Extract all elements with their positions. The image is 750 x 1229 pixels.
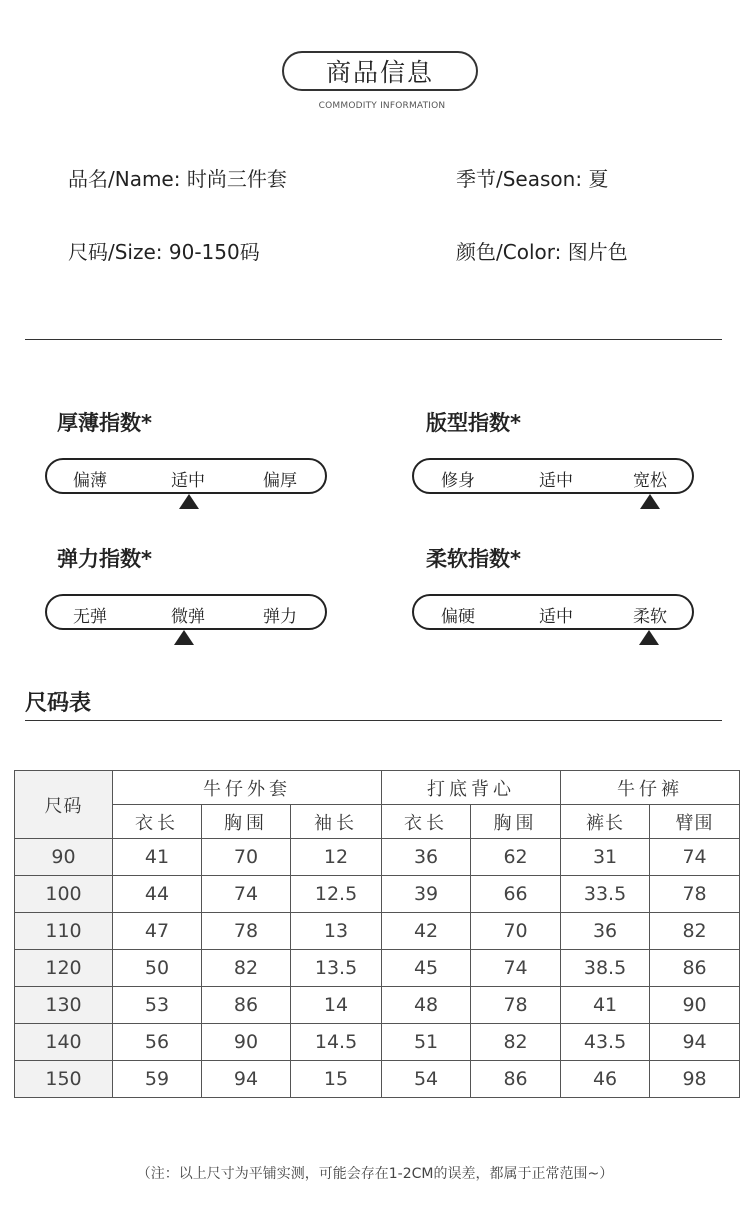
group-header-jacket: 牛仔外套 <box>113 771 382 805</box>
measurement-cell: 94 <box>202 1061 291 1098</box>
table-row <box>15 1024 740 1061</box>
size-chart-title: 尺码表 <box>25 691 92 716</box>
section-subtitle: COMMODITY INFORMATION <box>318 101 446 111</box>
softness-selected-marker-icon <box>639 630 659 645</box>
measurement-cell: 14.5 <box>291 1024 382 1061</box>
measurement-cell: 15 <box>291 1061 382 1098</box>
measurement-cell: 59 <box>113 1061 202 1098</box>
measurement-cell: 53 <box>113 987 202 1024</box>
measurement-cell: 94 <box>650 1024 740 1061</box>
measurement-cell: 70 <box>202 839 291 876</box>
measurement-cell: 86 <box>202 987 291 1024</box>
size-cell: 140 <box>15 1024 113 1061</box>
measurement-cell: 74 <box>650 839 740 876</box>
softness-index-scale <box>412 594 694 630</box>
group-header-jeans: 牛仔裤 <box>561 771 740 805</box>
size-cell: 110 <box>15 913 113 950</box>
table-row <box>15 1061 740 1098</box>
measurement-cell: 14 <box>291 987 382 1024</box>
group-header-vest: 打底背心 <box>382 771 561 805</box>
measurement-cell: 90 <box>202 1024 291 1061</box>
table-row <box>15 950 740 987</box>
measurement-cell: 12 <box>291 839 382 876</box>
table-row <box>15 987 740 1024</box>
measurement-cell: 62 <box>471 839 561 876</box>
measurement-cell: 82 <box>202 950 291 987</box>
thickness-index-title: 厚薄指数* <box>57 411 152 435</box>
measurement-cell: 46 <box>561 1061 650 1098</box>
section-title-badge <box>282 51 478 91</box>
thickness-selected-marker-icon <box>179 494 199 509</box>
size-cell: 90 <box>15 839 113 876</box>
measurement-cell: 86 <box>650 950 740 987</box>
measurement-cell: 50 <box>113 950 202 987</box>
size-chart-body <box>15 839 740 1098</box>
measurement-cell: 38.5 <box>561 950 650 987</box>
measurement-cell: 47 <box>113 913 202 950</box>
column-header: 裤长 <box>561 805 650 839</box>
measurement-cell: 41 <box>561 987 650 1024</box>
elasticity-index-scale <box>45 594 327 630</box>
column-header: 胸围 <box>471 805 561 839</box>
measurement-cell: 54 <box>382 1061 471 1098</box>
table-row <box>15 876 740 913</box>
column-header: 衣长 <box>113 805 202 839</box>
product-name: 品名/Name: 时尚三件套 <box>68 167 287 191</box>
measurement-cell: 82 <box>650 913 740 950</box>
size-chart-table <box>14 770 740 1098</box>
measurement-cell: 66 <box>471 876 561 913</box>
softness-option: 偏硬 <box>441 607 475 627</box>
fit-selected-marker-icon <box>640 494 660 509</box>
measurement-cell: 98 <box>650 1061 740 1098</box>
measurement-cell: 51 <box>382 1024 471 1061</box>
measurement-cell: 33.5 <box>561 876 650 913</box>
table-row <box>15 839 740 876</box>
fit-option: 宽松 <box>633 471 667 491</box>
measurement-cell: 86 <box>471 1061 561 1098</box>
measurement-cell: 44 <box>113 876 202 913</box>
measurement-cell: 70 <box>471 913 561 950</box>
measurement-cell: 74 <box>202 876 291 913</box>
divider <box>25 720 722 721</box>
measurement-cell: 13 <box>291 913 382 950</box>
elasticity-option: 无弹 <box>73 607 107 627</box>
measurement-cell: 41 <box>113 839 202 876</box>
measurement-cell: 78 <box>202 913 291 950</box>
measurement-cell: 45 <box>382 950 471 987</box>
measurement-cell: 74 <box>471 950 561 987</box>
column-header: 袖长 <box>291 805 382 839</box>
measurement-cell: 36 <box>382 839 471 876</box>
thickness-option: 偏薄 <box>73 471 107 491</box>
fit-option: 适中 <box>539 471 573 491</box>
measurement-cell: 43.5 <box>561 1024 650 1061</box>
column-header: 胸围 <box>202 805 291 839</box>
measurement-cell: 78 <box>650 876 740 913</box>
thickness-option: 偏厚 <box>263 471 297 491</box>
measurement-cell: 56 <box>113 1024 202 1061</box>
fit-index-scale <box>412 458 694 494</box>
softness-option: 柔软 <box>633 607 667 627</box>
thickness-index-scale <box>45 458 327 494</box>
product-size-range: 尺码/Size: 90-150码 <box>68 240 260 264</box>
measurement-cell: 42 <box>382 913 471 950</box>
column-header: 臂围 <box>650 805 740 839</box>
measurement-cell: 13.5 <box>291 950 382 987</box>
measurement-cell: 48 <box>382 987 471 1024</box>
measurement-cell: 39 <box>382 876 471 913</box>
elasticity-selected-marker-icon <box>174 630 194 645</box>
measurement-cell: 90 <box>650 987 740 1024</box>
measurement-cell: 82 <box>471 1024 561 1061</box>
size-cell: 130 <box>15 987 113 1024</box>
size-cell: 120 <box>15 950 113 987</box>
measurement-cell: 36 <box>561 913 650 950</box>
softness-index-title: 柔软指数* <box>426 547 521 571</box>
softness-option: 适中 <box>539 607 573 627</box>
elasticity-option: 弹力 <box>263 607 297 627</box>
thickness-option: 适中 <box>171 471 205 491</box>
table-row <box>15 913 740 950</box>
product-color: 颜色/Color: 图片色 <box>456 240 628 264</box>
size-cell: 150 <box>15 1061 113 1098</box>
fit-index-title: 版型指数* <box>426 411 521 435</box>
measurement-cell: 78 <box>471 987 561 1024</box>
size-column-header: 尺码 <box>15 771 113 839</box>
measurement-cell: 12.5 <box>291 876 382 913</box>
elasticity-option: 微弹 <box>171 607 205 627</box>
divider <box>25 339 722 340</box>
measurement-note: （注：以上尺寸为平铺实测，可能会存在1-2CM的误差，都属于正常范围~） <box>136 1166 614 1182</box>
section-title: 商品信息 <box>325 58 434 87</box>
measurement-cell: 31 <box>561 839 650 876</box>
elasticity-index-title: 弹力指数* <box>57 547 152 571</box>
product-season: 季节/Season: 夏 <box>456 167 609 191</box>
fit-option: 修身 <box>441 471 475 491</box>
size-cell: 100 <box>15 876 113 913</box>
column-header: 衣长 <box>382 805 471 839</box>
